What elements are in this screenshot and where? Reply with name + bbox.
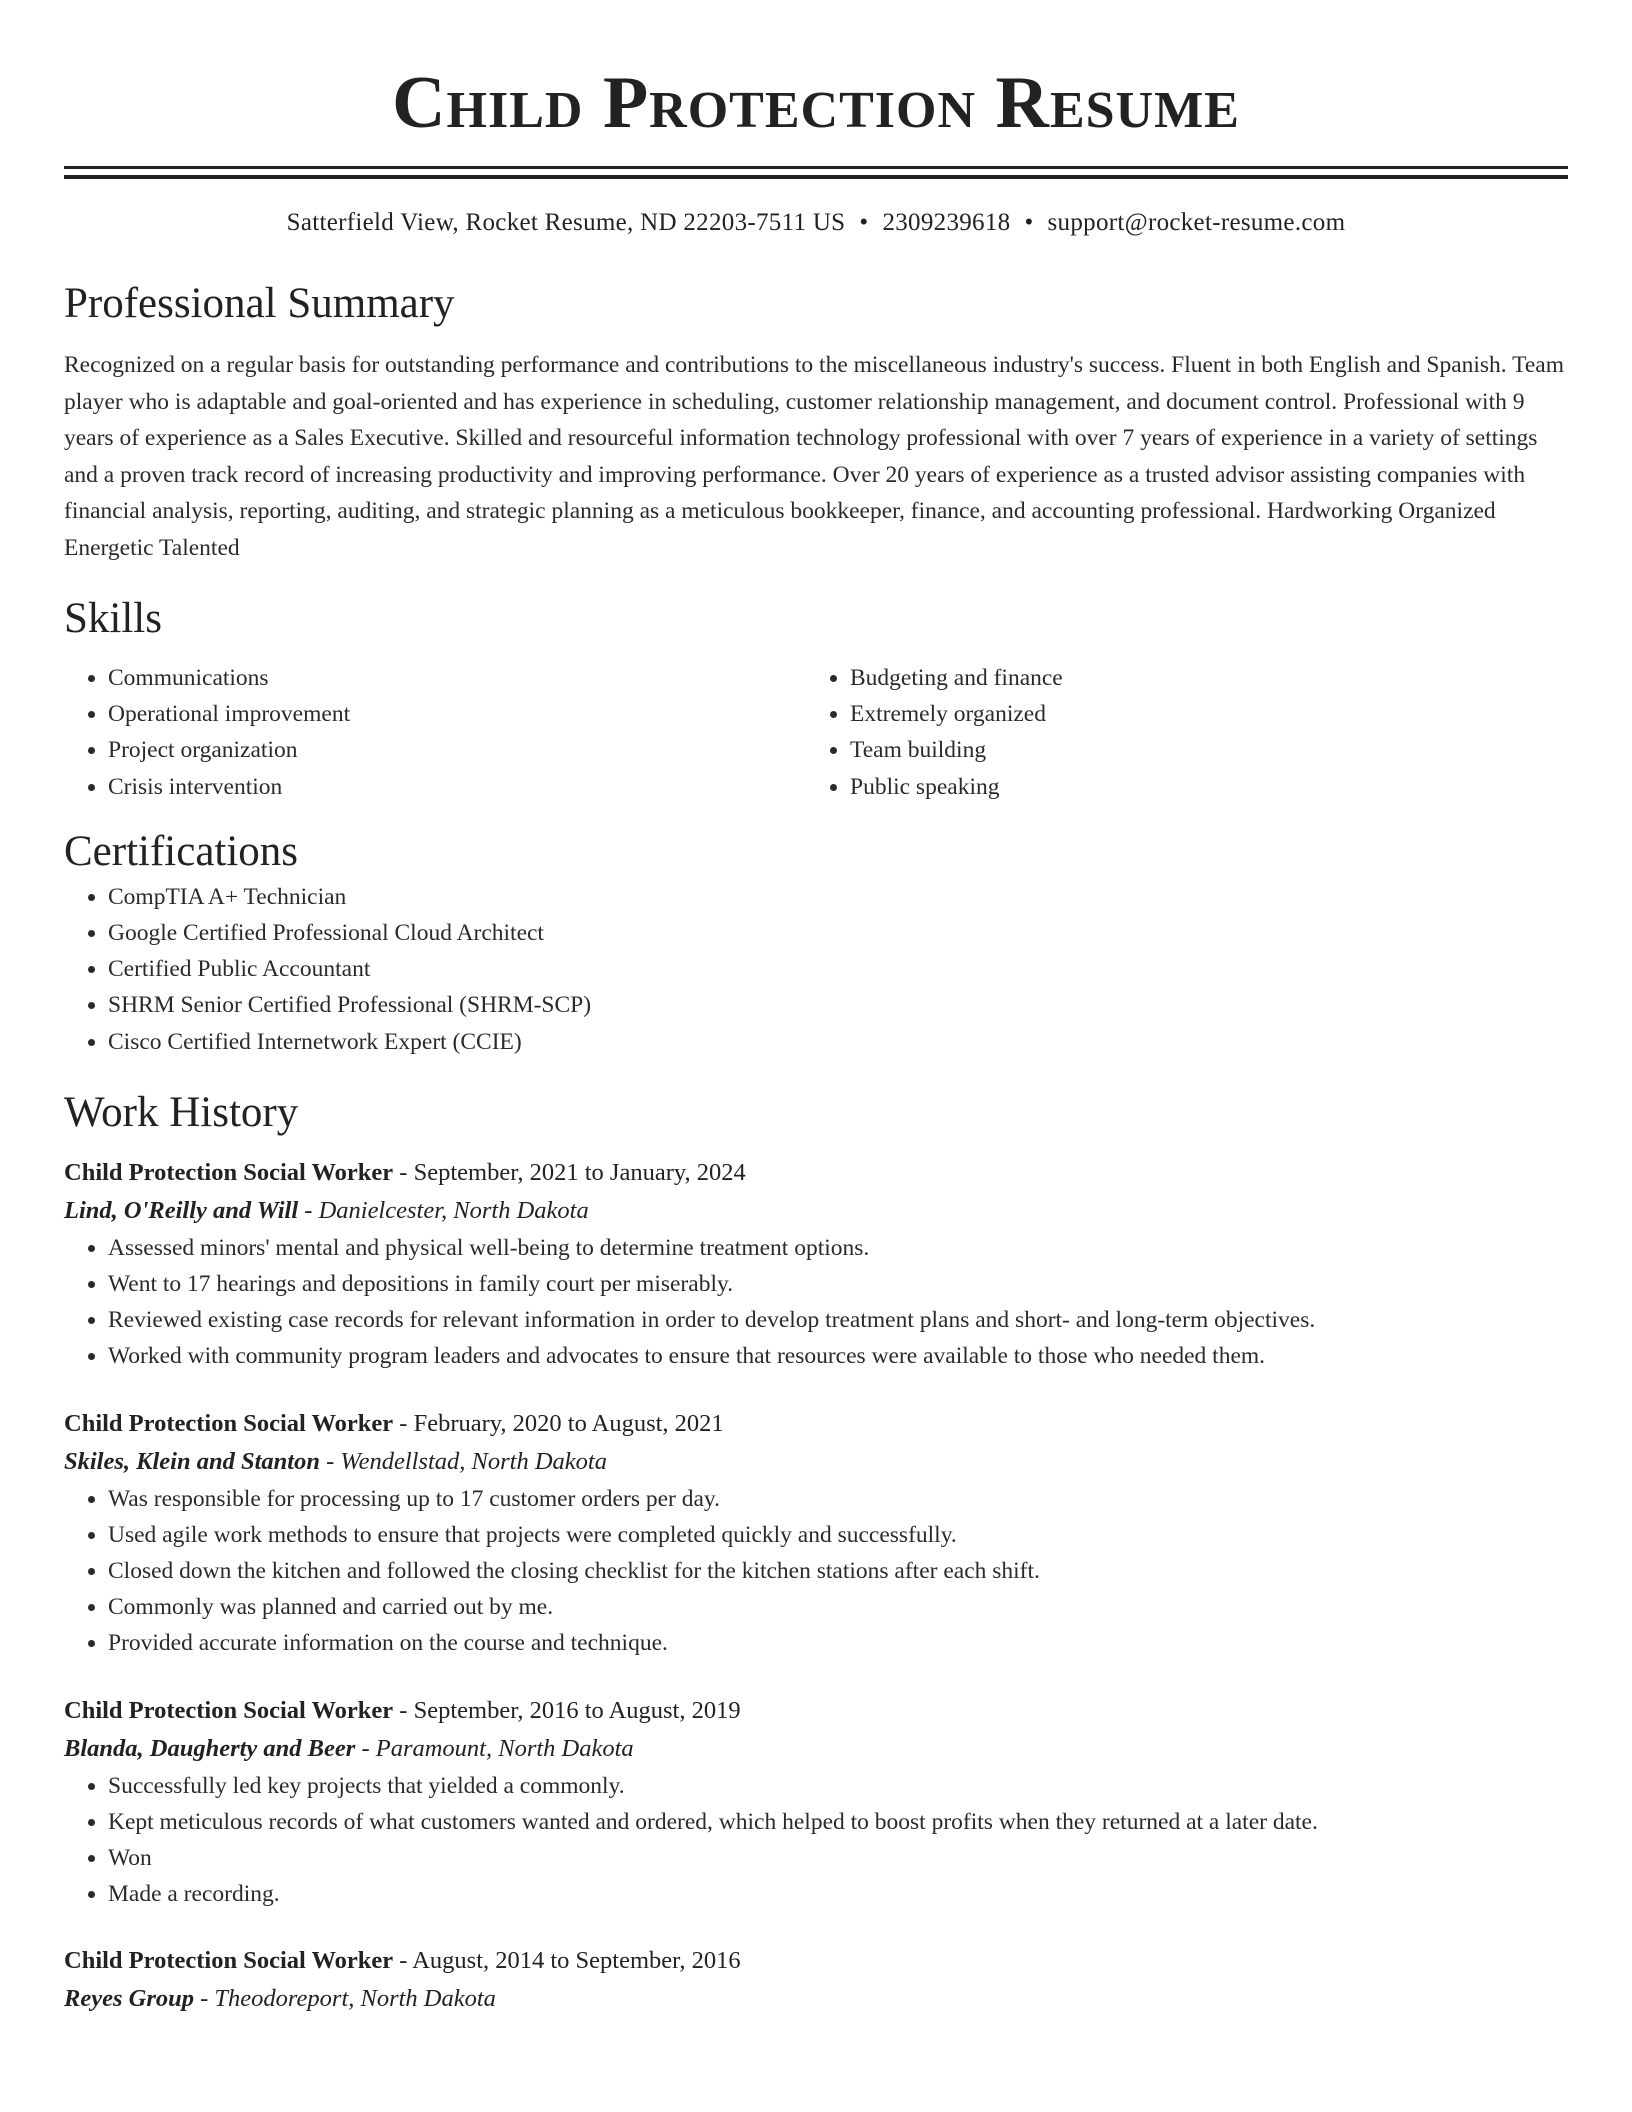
work-history-heading: Work History xyxy=(64,1088,299,1136)
summary-heading: Professional Summary xyxy=(64,280,455,327)
contact-separator: • xyxy=(859,209,869,236)
certification-item: • Certified Public Accountant xyxy=(108,951,1568,987)
job-dates: September, 2021 to January, 2024 xyxy=(413,1158,746,1186)
job-company-line xyxy=(64,1730,1568,1768)
job-dates: August, 2014 to September, 2016 xyxy=(412,1947,741,1975)
job-company-line xyxy=(64,1192,1568,1230)
contact-address: Satterfield View, Rocket Resume, ND 22203-7511 US xyxy=(286,209,846,236)
job-title: Child Protection Social Worker xyxy=(64,1947,394,1975)
certification-item: • Cisco Certified Internetwork Expert (CCIE) xyxy=(108,1024,1568,1060)
job-dash: - xyxy=(355,1734,376,1762)
document-title: Child Protection Resume xyxy=(392,62,1240,144)
job-company: Reyes Group xyxy=(64,1985,194,2013)
job-company-line xyxy=(64,1443,1568,1481)
job-dash: - xyxy=(393,1696,414,1724)
job-title: Child Protection Social Worker xyxy=(64,1696,394,1724)
job-bullet: • Reviewed existing case records for relevant information in order to develop treatment plans and short- and long-term objectives. xyxy=(108,1302,1568,1338)
job-bullet: • Assessed minors' mental and physical well-being to determine treatment options. xyxy=(108,1230,1568,1266)
job-bullets xyxy=(64,1481,1568,1662)
skills-column-right xyxy=(806,660,1548,805)
skill-item: • Operational improvement xyxy=(108,696,806,732)
job-bullet: • Worked with community program leaders and advocates to ensure that resources were available to those who needed them. xyxy=(108,1338,1568,1374)
job-bullet: • Kept meticulous records of what customers wanted and ordered, which helped to boost profits when they returned at a later date. xyxy=(108,1804,1568,1840)
job-title-line xyxy=(64,1154,1568,1192)
job-title: Child Protection Social Worker xyxy=(64,1409,394,1437)
job-bullet: • Made a recording. xyxy=(108,1876,1568,1912)
job-dash: - xyxy=(393,1947,413,1975)
job-location: Theodoreport, North Dakota xyxy=(214,1985,496,2013)
skills-list-left xyxy=(64,660,806,805)
job-entry xyxy=(64,1942,1568,2018)
skills-column-left xyxy=(64,660,806,805)
skill-item: • Budgeting and finance xyxy=(850,660,1548,696)
job-bullet: • Was responsible for processing up to 17 customer orders per day. xyxy=(108,1481,1568,1517)
job-title-line xyxy=(64,1942,1568,1980)
job-location: Danielcester, North Dakota xyxy=(318,1196,589,1224)
job-dash: - xyxy=(393,1158,414,1186)
certification-item: • SHRM Senior Certified Professional (SHRM-SCP) xyxy=(108,987,1568,1023)
certification-item: • Google Certified Professional Cloud Architect xyxy=(108,915,1568,951)
skill-item: • Communications xyxy=(108,660,806,696)
resume-page xyxy=(64,0,1568,2018)
skill-item: • Extremely organized xyxy=(850,696,1548,732)
job-bullet: • Went to 17 hearings and depositions in family court per miserably. xyxy=(108,1266,1568,1302)
job-location: Paramount, North Dakota xyxy=(375,1734,634,1762)
contact-line xyxy=(64,207,1568,239)
job-entry xyxy=(64,1154,1568,1375)
certification-item: • CompTIA A+ Technician xyxy=(108,879,1568,915)
job-dash: - xyxy=(298,1196,319,1224)
contact-phone: 2309239618 xyxy=(882,209,1011,236)
job-bullet: • Provided accurate information on the course and technique. xyxy=(108,1625,1568,1661)
certifications-heading: Certifications xyxy=(64,827,299,875)
job-bullet: • Won xyxy=(108,1840,1568,1876)
job-bullets xyxy=(64,1230,1568,1375)
job-bullet: • Closed down the kitchen and followed the closing checklist for the kitchen stations after each shift. xyxy=(108,1553,1568,1589)
job-bullets xyxy=(64,1768,1568,1913)
skills-grid xyxy=(64,660,1568,805)
job-dates: September, 2016 to August, 2019 xyxy=(413,1696,741,1724)
job-location: Wendellstad, North Dakota xyxy=(340,1447,607,1475)
skill-item: • Team building xyxy=(850,732,1548,768)
job-dash: - xyxy=(193,1985,215,2013)
job-company: Blanda, Daugherty and Beer xyxy=(64,1734,356,1762)
job-company-line xyxy=(64,1980,1568,2018)
job-company: Lind, O'Reilly and Will xyxy=(64,1196,299,1224)
skill-item: • Public speaking xyxy=(850,769,1548,805)
job-title: Child Protection Social Worker xyxy=(64,1158,394,1186)
skills-heading: Skills xyxy=(64,595,162,642)
job-bullet: • Successfully led key projects that yielded a commonly. xyxy=(108,1768,1568,1804)
job-dash: - xyxy=(393,1409,414,1437)
certifications-list xyxy=(64,879,1568,1060)
title-divider-thick xyxy=(64,175,1568,179)
job-bullet: • Used agile work methods to ensure that projects were completed quickly and successfully. xyxy=(108,1517,1568,1553)
job-entry xyxy=(64,1405,1568,1662)
job-company: Skiles, Klein and Stanton xyxy=(64,1447,320,1475)
skill-item: • Crisis intervention xyxy=(108,769,806,805)
summary-text: Recognized on a regular basis for outstanding performance and contributions to the miscellaneous industry's success. Fluent in both English and Spanish. Team player who is adaptable and goal-oriented and has experience in scheduling, customer relationship management, and document control. Professional with 9 years of experience as a Sales Executive. Skilled and resourceful information technology professional with over 7 years of experience in a variety of settings and a proven track record of increasing productivity and improving performance. Over 20 years of experience as a trusted advisor assisting companies with financial analysis, reporting, auditing, and strategic planning as a meticulous bookkeeper, finance, and accounting professional. Hardworking Organized Energetic Talented xyxy=(64,352,1564,561)
job-title-line xyxy=(64,1405,1568,1443)
title-divider-thin xyxy=(64,166,1568,169)
job-bullet: • Commonly was planned and carried out by me. xyxy=(108,1589,1568,1625)
skill-item: • Project organization xyxy=(108,732,806,768)
contact-email: support@rocket-resume.com xyxy=(1047,209,1346,236)
job-title-line xyxy=(64,1692,1568,1730)
contact-separator: • xyxy=(1024,209,1034,236)
job-dates: February, 2020 to August, 2021 xyxy=(413,1409,724,1437)
skills-list-right xyxy=(806,660,1548,805)
job-entry xyxy=(64,1692,1568,1913)
job-dash: - xyxy=(319,1447,341,1475)
